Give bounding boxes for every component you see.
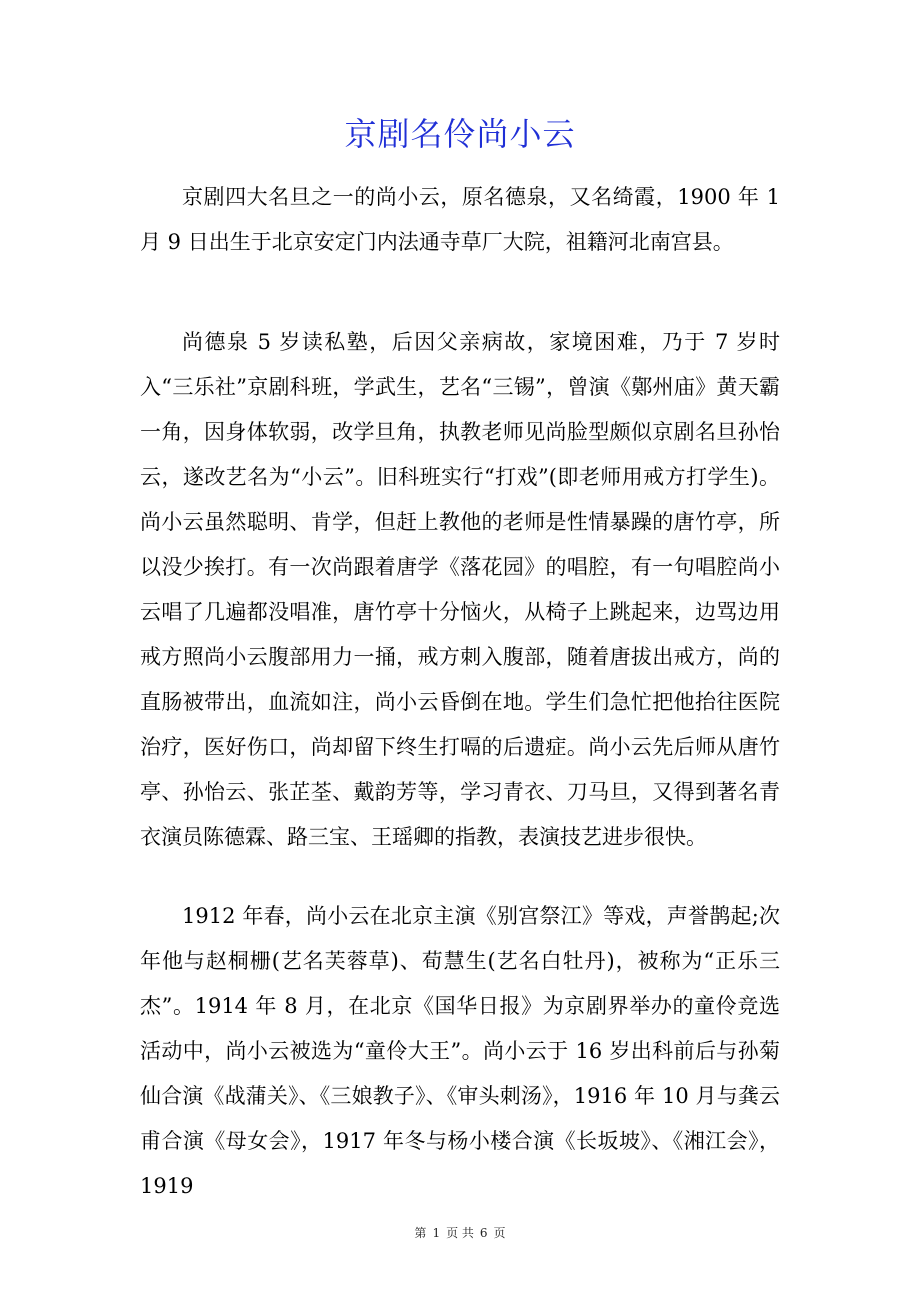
paragraph: 京剧四大名旦之一的尚小云，原名德泉，又名绮霞，1900 年 1 月 9 日出生于北京安定门内法通寺草厂大院，祖籍河北南宫县。 [140,185,780,254]
footer-page-number: 1 [432,1226,441,1240]
footer-suffix: 页 [493,1226,506,1240]
paragraph: 1912 年春，尚小云在北京主演《别宫祭江》等戏，声誉鹊起;次年他与赵桐栅(艺名芙蓉草)、荀慧生(艺名白牡丹)，被称为“正乐三杰”。1914 年 8 月，在北京《国华日报》为京剧界举办的童伶竞选活动中，尚小云被选为“童伶大王”。尚小云于 16 岁出科前后与孙菊仙合演《战蒲关》、《三娘教子》、《审头刺汤》，1916 年 10 月与龚云甫合演《母女会》，1917 年冬与杨小楼合演《长坂坡》、《湘江会》，1919 [140,904,780,1198]
paragraph-1-block [140,175,780,265]
page-footer [0,1225,920,1241]
footer-prefix: 第 [414,1226,427,1240]
document-title: 京剧名伶尚小云 [344,115,576,153]
footer-total-pages: 6 [479,1226,488,1240]
footer-middle: 页 共 [446,1226,474,1240]
paragraph: 尚德泉 5 岁读私塾，后因父亲病故，家境困难，乃于 7 岁时入“三乐社”京剧科班，学武生，艺名“三锡”，曾演《鄚州庙》黄天霸一角，因身体软弱，改学旦角，执教老师见尚脸型颇似京剧名旦孙怡云，遂改艺名为“小云”。旧科班实行“打戏”(即老师用戒方打学生)。尚小云虽然聪明、肯学，但赶上教他的老师是性情暴躁的唐竹亭，所以没少挨打。有一次尚跟着唐学《落花园》的唱腔，有一句唱腔尚小云唱了几遍都没唱准，唐竹亭十分恼火，从椅子上跳起来，边骂边用戒方照尚小云腹部用力一捅，戒方刺入腹部，随着唐拔出戒方，尚的直肠被带出，血流如注，尚小云昏倒在地。学生们急忙把他抬往医院治疗，医好伤口，尚却留下终生打嗝的后遗症。尚小云先后师从唐竹亭、孙怡云、张芷荃、戴韵芳等，学习青衣、刀马旦，又得到著名青衣演员陈德霖、路三宝、王瑶卿的指教，表演技艺进步很快。 [140,330,780,849]
paragraph-3-block [140,894,780,1209]
paragraph-2-block [140,320,780,860]
